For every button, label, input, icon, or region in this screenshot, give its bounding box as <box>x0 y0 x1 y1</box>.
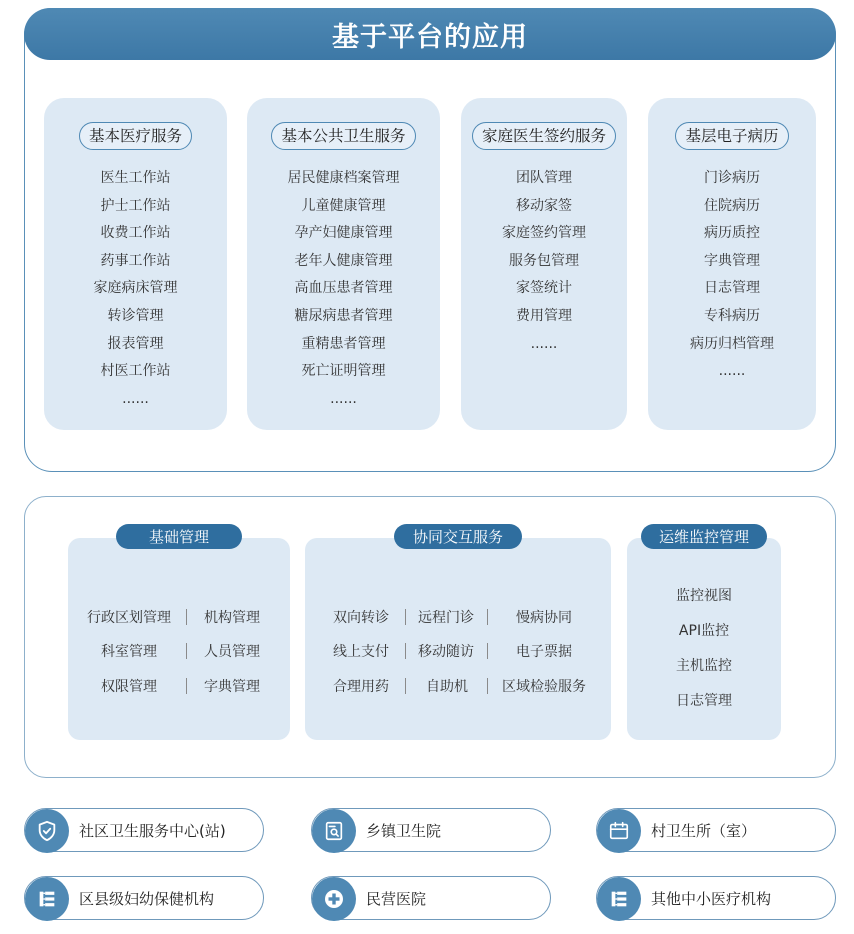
list-item: 报表管理 <box>107 335 164 352</box>
grid-cell: 双向转诊 <box>333 610 389 626</box>
list-item: 护士工作站 <box>100 197 171 214</box>
page-title: 基于平台的应用 <box>332 21 528 53</box>
app-card-emr <box>648 98 816 430</box>
list-item: 移动家签 <box>516 197 572 214</box>
grid-cell: 自助机 <box>426 679 468 695</box>
list-item: 重精患者管理 <box>301 335 386 352</box>
list-item: 专科病历 <box>704 307 760 324</box>
institution-pill-other <box>596 876 836 920</box>
grid-cell: 权限管理 <box>101 679 157 695</box>
collaborative-services-tag: 协同交互服务 <box>394 524 522 549</box>
list-item: 老年人健康管理 <box>294 252 393 269</box>
hierarchy-icon <box>597 877 641 921</box>
grid-cell: 行政区划管理 <box>87 610 171 626</box>
card-title: 基本医疗服务 <box>79 122 192 150</box>
grid-cell: 慢病协同 <box>516 610 572 626</box>
list-item: 住院病历 <box>704 197 760 214</box>
list-item: 日志管理 <box>676 693 732 709</box>
list-item: 字典管理 <box>704 252 760 269</box>
applications-title-banner <box>24 8 836 60</box>
list-item: 儿童健康管理 <box>301 197 386 214</box>
calendar-icon <box>597 809 641 853</box>
app-card-basic-medical <box>44 98 227 430</box>
list-item: 转诊管理 <box>107 307 164 324</box>
list-item: 家签统计 <box>516 280 572 297</box>
basic-management-tag: 基础管理 <box>116 524 242 549</box>
grid-cell: 线上支付 <box>333 644 389 660</box>
grid-cell: 电子票据 <box>516 644 572 660</box>
medical-cross-icon <box>312 877 356 921</box>
collaborative-services-panel <box>305 538 611 740</box>
institution-pill-maternal <box>24 876 264 920</box>
list-item: 居民健康档案管理 <box>287 170 400 186</box>
list-item: 服务包管理 <box>509 252 579 269</box>
list-item: 日志管理 <box>704 280 760 297</box>
institution-label: 村卫生所（室） <box>651 822 757 840</box>
list-item: 家庭病床管理 <box>93 280 178 297</box>
grid-cell: 移动随访 <box>418 644 474 660</box>
institution-label: 其他中小医疗机构 <box>651 890 772 908</box>
divider <box>405 678 406 694</box>
institution-pill-private <box>311 876 551 920</box>
list-item: 医生工作站 <box>100 170 171 186</box>
divider <box>487 643 488 659</box>
list-item: 高血压患者管理 <box>294 280 393 297</box>
app-card-public-health <box>247 98 440 430</box>
grid-cell: 机构管理 <box>204 610 260 626</box>
list-item: 村医工作站 <box>100 363 171 380</box>
grid-cell: 远程门诊 <box>418 610 474 626</box>
grid-cell: 字典管理 <box>204 679 260 695</box>
shield-check-icon <box>25 809 69 853</box>
card-title: 家庭医生签约服务 <box>472 122 616 150</box>
list-item: 病历归档管理 <box>690 335 774 352</box>
grid-cell: 人员管理 <box>204 644 260 660</box>
app-card-family-doctor <box>461 98 627 430</box>
divider <box>405 609 406 625</box>
list-item: 糖尿病患者管理 <box>294 307 393 324</box>
divider <box>487 678 488 694</box>
card-title: 基层电子病历 <box>675 122 788 150</box>
grid-cell: 合理用药 <box>333 679 389 695</box>
divider <box>186 643 187 659</box>
divider <box>487 609 488 625</box>
list-item: 费用管理 <box>516 307 572 324</box>
basic-management-panel <box>68 538 290 740</box>
institution-label: 社区卫生服务中心(站) <box>79 822 226 840</box>
institution-pill-community <box>24 808 264 852</box>
list-item: API监控 <box>678 623 730 639</box>
list-item: 药事工作站 <box>100 252 171 269</box>
divider <box>405 643 406 659</box>
grid-cell: 区域检验服务 <box>502 679 586 695</box>
list-item: ...... <box>122 390 149 407</box>
list-item: 家庭签约管理 <box>502 225 586 242</box>
divider <box>186 609 187 625</box>
list-item: 收费工作站 <box>100 225 171 242</box>
list-item: 主机监控 <box>676 658 732 674</box>
institution-pill-township <box>311 808 551 852</box>
institution-label: 乡镇卫生院 <box>366 822 442 840</box>
ops-monitoring-tag: 运维监控管理 <box>641 524 767 549</box>
list-item: ...... <box>330 390 357 407</box>
list-item: ...... <box>530 335 558 352</box>
document-search-icon <box>312 809 356 853</box>
divider <box>186 678 187 694</box>
list-item: 死亡证明管理 <box>301 363 386 380</box>
institution-label: 区县级妇幼保健机构 <box>79 890 215 908</box>
card-title: 基本公共卫生服务 <box>271 122 415 150</box>
hierarchy-icon <box>25 877 69 921</box>
list-item: 孕产妇健康管理 <box>294 225 393 242</box>
list-item: 团队管理 <box>516 170 572 186</box>
list-item: 病历质控 <box>704 225 760 242</box>
list-item: ...... <box>718 363 746 380</box>
institution-label: 民营医院 <box>366 890 427 908</box>
list-item: 门诊病历 <box>704 170 760 186</box>
grid-cell: 科室管理 <box>101 644 157 660</box>
list-item: 监控视图 <box>676 588 732 604</box>
institution-pill-village <box>596 808 836 852</box>
